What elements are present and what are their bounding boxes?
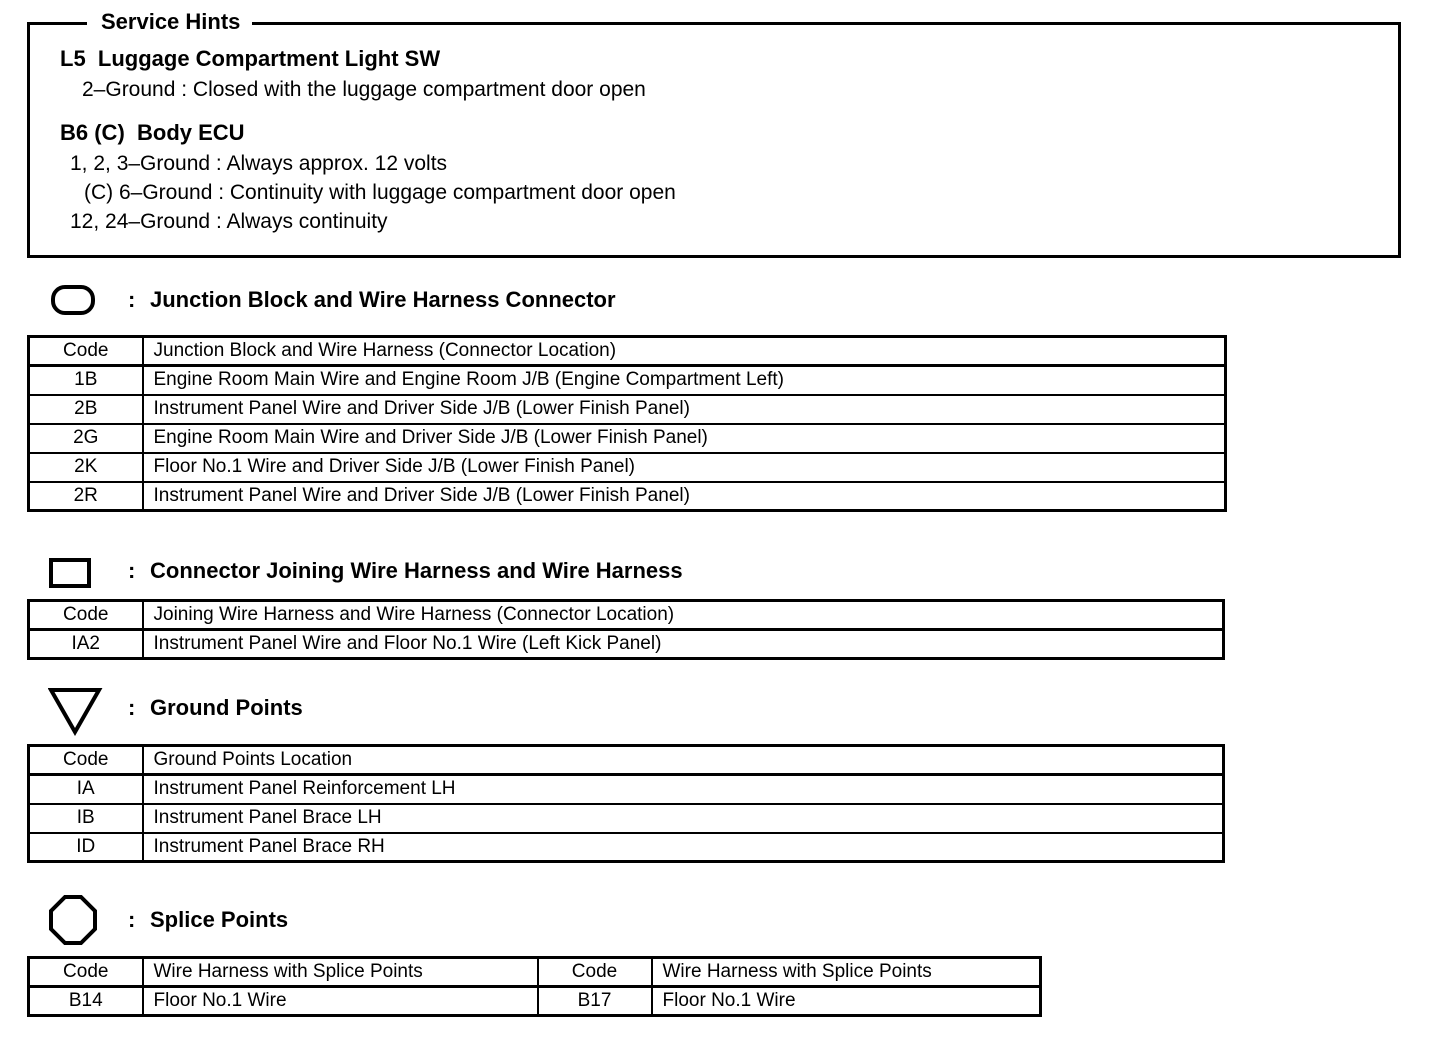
table-row: [29, 775, 1224, 804]
connector-joining-table: [27, 599, 1225, 660]
table-header-row: [29, 746, 1224, 775]
section-colon: :: [128, 287, 136, 312]
service-hints-title: Service Hints: [87, 8, 252, 36]
table-row: [29, 395, 1226, 424]
hint-heading-b6: B6 (C) Body ECU: [60, 120, 245, 145]
location-cell: Engine Room Main Wire and Engine Room J/B (Engine Compartment Left): [143, 366, 1226, 395]
wire-harness-cell-2: Floor No.1 Wire: [652, 987, 1041, 1016]
code-cell-2: B17: [538, 987, 652, 1016]
header-location: Ground Points Location: [143, 746, 1224, 775]
location-cell: Instrument Panel Wire and Floor No.1 Wire (Left Kick Panel): [143, 630, 1224, 659]
rectangle-icon: [48, 549, 98, 593]
section-colon: :: [128, 558, 136, 583]
connector-joining-title: Connector Joining Wire Harness and Wire Harness: [150, 558, 683, 583]
table-row: [29, 804, 1224, 833]
header-code: Code: [29, 601, 143, 630]
octagon-icon: [48, 894, 102, 948]
location-cell: Instrument Panel Wire and Driver Side J/B (Lower Finish Panel): [143, 395, 1226, 424]
code-cell: 2K: [29, 453, 143, 482]
hint-line-b6-3: 12, 24–Ground : Always continuity: [70, 210, 388, 233]
hint-line-l5-1: 2–Ground : Closed with the luggage compartment door open: [82, 78, 646, 101]
location-cell: Engine Room Main Wire and Driver Side J/B (Lower Finish Panel): [143, 424, 1226, 453]
table-row: [29, 366, 1226, 395]
table-header-row: [29, 337, 1226, 366]
code-cell: IA: [29, 775, 143, 804]
table-row: [29, 630, 1224, 659]
location-cell: Floor No.1 Wire and Driver Side J/B (Lower Finish Panel): [143, 453, 1226, 482]
down-triangle-icon: [48, 686, 104, 736]
section-colon: :: [128, 695, 136, 720]
code-cell: 2B: [29, 395, 143, 424]
wire-harness-cell: Floor No.1 Wire: [143, 987, 538, 1016]
splice-points-title: Splice Points: [150, 907, 289, 932]
header-wire-harness: Wire Harness with Splice Points: [143, 958, 538, 987]
ground-points-table: [27, 744, 1225, 863]
header-location: Joining Wire Harness and Wire Harness (Connector Location): [143, 601, 1224, 630]
table-row: [29, 987, 1041, 1016]
header-location: Junction Block and Wire Harness (Connector Location): [143, 337, 1226, 366]
table-header-row: [29, 601, 1224, 630]
hint-line-b6-1: 1, 2, 3–Ground : Always approx. 12 volts: [70, 152, 448, 175]
code-cell: 1B: [29, 366, 143, 395]
code-cell: ID: [29, 833, 143, 862]
code-cell: IB: [29, 804, 143, 833]
table-header-row: [29, 958, 1041, 987]
junction-block-title: Junction Block and Wire Harness Connector: [150, 287, 616, 312]
ground-points-title: Ground Points: [150, 695, 303, 720]
table-row: [29, 424, 1226, 453]
hint-heading-l5: L5 Luggage Compartment Light SW: [60, 46, 441, 71]
header-code: Code: [29, 958, 143, 987]
header-code: Code: [29, 746, 143, 775]
location-cell: Instrument Panel Brace RH: [143, 833, 1224, 862]
code-cell: 2G: [29, 424, 143, 453]
header-code: Code: [29, 337, 143, 366]
code-cell: 2R: [29, 482, 143, 511]
location-cell: Instrument Panel Brace LH: [143, 804, 1224, 833]
splice-points-table: [27, 956, 1042, 1017]
table-row: [29, 833, 1224, 862]
code-cell: IA2: [29, 630, 143, 659]
location-cell: Instrument Panel Wire and Driver Side J/B (Lower Finish Panel): [143, 482, 1226, 511]
header-wire-harness-2: Wire Harness with Splice Points: [652, 958, 1041, 987]
code-cell: B14: [29, 987, 143, 1016]
rounded-rect-icon: [48, 278, 98, 322]
location-cell: Instrument Panel Reinforcement LH: [143, 775, 1224, 804]
table-row: [29, 482, 1226, 511]
header-code-2: Code: [538, 958, 652, 987]
hint-line-b6-2: (C) 6–Ground : Continuity with luggage compartment door open: [84, 181, 676, 204]
table-row: [29, 453, 1226, 482]
section-colon: :: [128, 907, 136, 932]
junction-block-table: [27, 335, 1227, 512]
